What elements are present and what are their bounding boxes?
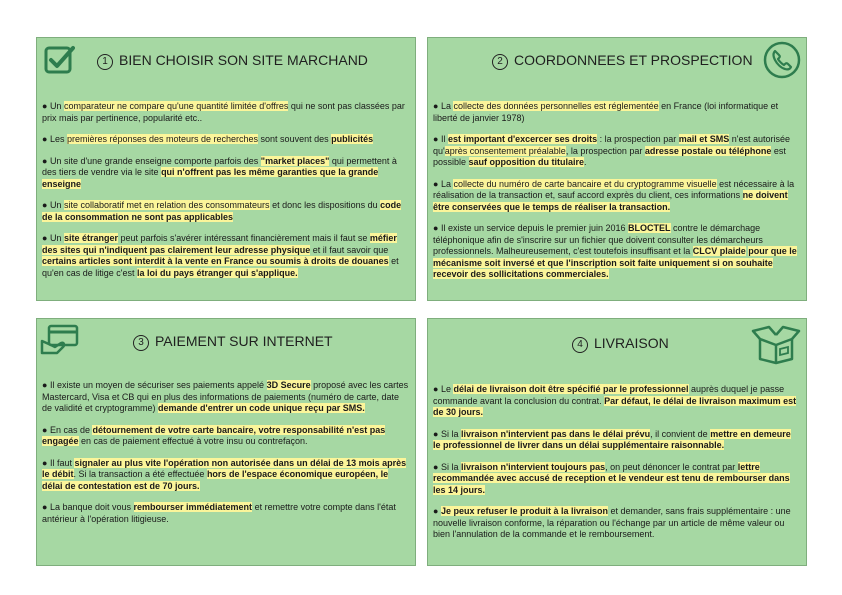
bullet-item	[433, 462, 800, 497]
text-segment: En cas de	[49, 424, 93, 435]
text-segment: qui ne sont pas classées par prix mais par pertinence, popularité etc..	[42, 101, 405, 123]
card-choose-site	[36, 37, 416, 301]
text-segment: est possible	[433, 145, 786, 167]
text-segment: site collaboratif met en relation des consommateurs	[63, 200, 270, 210]
text-segment: . Si la transaction a été effectuée	[73, 469, 207, 479]
text-segment: est nécessaire à la réalisation de la transaction et, sauf accord exprès du client, ces informations	[433, 178, 795, 200]
text-segment: et demander, sans frais supplémentaire : une nouvelle livraison conforme, la réparation ou l'échange par un article de même valeur ou bien l'annulation de la commande et le remboursement.	[433, 506, 791, 539]
text-segment: hors de l'espace économique européen, le délai de contestation est de 70 jours.	[42, 469, 389, 491]
text-segment: qui permettent à des tiers de vendre via le site	[42, 155, 397, 177]
text-segment: peut parfois s'avérer intéressant financièrement mais il faut se	[117, 233, 370, 243]
text-segment: Un site d'une grande enseigne comporte parfois des	[49, 155, 261, 166]
card-body	[433, 101, 800, 291]
bullet-item	[42, 233, 409, 279]
bullet-dot: ●	[42, 155, 50, 166]
bullet-dot: ●	[433, 506, 441, 516]
bullet-item	[42, 101, 409, 124]
text-segment: Je peux refuser le produit à la livraison	[440, 506, 608, 516]
text-segment: premières réponses des moteurs de recherches	[66, 134, 259, 144]
card-body	[433, 384, 800, 551]
card-title	[492, 52, 753, 70]
text-segment: livraison n'intervient toujours pas	[460, 461, 606, 472]
text-segment: La banque doit vous	[49, 502, 134, 512]
text-segment: sauf opposition du titulaire	[468, 157, 585, 167]
text-segment: publicités	[331, 134, 374, 144]
checkbox-icon	[43, 44, 75, 76]
card-title	[97, 52, 368, 70]
text-segment: signaler au plus vite l'opération non autorisée dans un délai de 13 mois après le débit	[42, 457, 407, 479]
text-segment: sont souvent des	[258, 134, 332, 144]
card-body	[42, 101, 409, 289]
card-number: 3	[133, 335, 149, 351]
bullet-dot: ●	[42, 457, 50, 468]
text-segment: La	[440, 101, 454, 111]
bullet-item	[42, 458, 409, 493]
card-title-text: COORDONNEES ET PROSPECTION	[514, 52, 753, 68]
text-segment: adresse postale ou téléphone	[644, 145, 772, 156]
card-body	[42, 380, 409, 535]
bullet-dot: ●	[433, 384, 441, 394]
text-segment: demande d'entrer un code unique reçu par SMS.	[158, 403, 365, 413]
text-segment: auprès duquel je passe commande avant la conclusion du contrat.	[433, 384, 785, 406]
text-segment: Les	[49, 134, 67, 144]
text-segment: méfier des sites qui n'indiquent pas clairement leur adresse physique	[42, 233, 397, 255]
text-segment: qui n'offrent pas les même garanties que la grande enseigne	[42, 167, 379, 189]
text-segment: , on peut dénoncer le contrat par	[605, 461, 738, 472]
text-segment: rembourser immédiatement	[133, 502, 253, 512]
bullet-item	[433, 506, 800, 541]
text-segment: n'est autorisée qu'	[433, 134, 790, 156]
text-segment: délai de livraison doit être spécifié par le professionnel	[453, 384, 689, 394]
bullet-item	[42, 425, 409, 448]
card-title	[133, 333, 333, 351]
text-segment: "market places"	[260, 155, 330, 166]
text-segment: est important d'excercer ses droits	[447, 134, 598, 144]
text-segment: 3D Secure	[266, 380, 311, 390]
text-segment: Si la	[440, 461, 461, 472]
bullet-item	[42, 200, 409, 223]
bullet-dot: ●	[42, 502, 50, 512]
text-segment: code de la consommation ne sont pas applicables	[42, 200, 402, 222]
text-segment: Il existe un moyen de sécuriser ses paiements appelé	[49, 380, 267, 390]
text-segment: livraison n'intervient pas dans le délai prévu	[460, 428, 651, 439]
text-segment: en France (loi informatique et liberté de janvier 1978)	[433, 101, 779, 123]
bullet-item	[42, 134, 409, 146]
card-number: 1	[97, 54, 113, 70]
text-segment: collecte des données personnelles est réglementée	[453, 101, 659, 111]
card-number: 4	[572, 337, 588, 353]
text-segment: BLOCTEL	[628, 223, 671, 233]
text-segment: pour que le mécanisme soit inversé et que l'inscription soit faite uniquement si on souhaite recevoir des sollicitations commerciales.	[433, 246, 797, 279]
text-segment: Il existe un service depuis le premier juin 2016	[440, 223, 629, 233]
box-icon	[750, 323, 802, 365]
card-payment	[36, 318, 416, 566]
card-title-text: LIVRAISON	[594, 335, 669, 351]
text-segment: comparateur ne compare qu'une quantité limitée d'offres	[63, 101, 289, 111]
bullet-item	[42, 156, 409, 191]
text-segment: contre le démarchage téléphonique afin de s'inscrire sur un fichier que doivent consulter les démarcheurs professionnels. Malheureusement, c'est toutefois insuffisant et la	[433, 223, 763, 256]
text-segment: la loi du pays étranger qui s'applique.	[137, 267, 298, 278]
text-segment: Un	[49, 200, 64, 210]
text-segment: en cas de paiement effectué à votre insu ou contrefaçon.	[78, 436, 308, 446]
card-title-text: PAIEMENT SUR INTERNET	[155, 333, 333, 349]
bullet-item	[433, 179, 800, 214]
text-segment: certains articles sont interdit à la vente en France ou soumis à droits de douanes	[42, 256, 389, 266]
text-segment: .	[584, 157, 587, 167]
text-segment: proposé avec les cartes Mastercard, Visa et CB qui en plus des informations de paiements (numéro de carte, date de validité et cryptogramme)	[42, 380, 409, 413]
card-title-text: BIEN CHOISIR SON SITE MARCHAND	[119, 52, 368, 68]
text-segment: site étranger	[63, 233, 118, 243]
bullet-dot: ●	[42, 424, 50, 435]
bullet-item	[433, 223, 800, 281]
card-title	[572, 335, 669, 353]
bullet-item	[433, 101, 800, 124]
bullet-dot: ●	[433, 134, 441, 144]
bullet-dot: ●	[42, 233, 50, 243]
text-segment: et qu'en cas de litige c'est	[42, 256, 399, 278]
text-segment: Si la	[440, 428, 461, 439]
text-segment: CLCV plaide	[692, 246, 746, 256]
text-segment: Par défaut, le délai de livraison maximum est de 30 jours.	[433, 395, 797, 417]
bullet-item	[433, 134, 800, 169]
bullet-dot: ●	[433, 101, 441, 111]
text-segment: Un	[49, 101, 64, 111]
text-segment: mettre en demeure le professionnel de livrer dans un délai supplémentaire raisonnable.	[433, 428, 791, 450]
text-segment: collecte du numéro de carte bancaire et du cryptogramme visuelle	[453, 178, 717, 189]
text-segment: Un	[49, 233, 64, 243]
bullet-item	[433, 429, 800, 452]
text-segment: et il faut savoir que	[310, 244, 389, 255]
text-segment: Il faut	[49, 457, 75, 468]
bullet-dot: ●	[433, 428, 441, 439]
text-segment: et remettre votre compte dans l'état antérieur à l'opération litigieuse.	[42, 502, 396, 524]
text-segment: Il	[440, 134, 448, 144]
phone-icon	[762, 40, 802, 80]
bullet-dot: ●	[42, 380, 50, 390]
bullet-dot: ●	[433, 461, 441, 472]
text-segment: lettre recommandée avec accusé de reception et le vendeur est tenu de rembourser dans les 14 jours.	[433, 461, 790, 495]
text-segment: La	[440, 178, 454, 189]
bullet-dot: ●	[42, 200, 50, 210]
bullet-item	[433, 384, 800, 419]
text-segment: , il convient de	[650, 428, 711, 439]
bullet-item	[42, 502, 409, 525]
text-segment: , la prospection par	[565, 145, 645, 156]
bullet-dot: ●	[433, 223, 441, 233]
text-segment: et donc les dispositions du	[269, 200, 381, 210]
text-segment: ne doivent être conservées que le temps de réaliser la transaction.	[433, 190, 788, 212]
bullet-item	[42, 380, 409, 415]
bullet-dot: ●	[42, 101, 50, 111]
text-segment: Le	[440, 384, 454, 394]
text-segment: : la prospection par	[597, 134, 679, 144]
card-delivery	[427, 318, 807, 566]
card-payment-icon	[39, 323, 81, 359]
bullet-dot: ●	[42, 134, 50, 144]
card-number: 2	[492, 54, 508, 70]
text-segment: mail et SMS	[678, 134, 730, 144]
text-segment: après consentement préalable	[444, 145, 566, 156]
text-segment: détournement de votre carte bancaire, votre responsabilité n'est pas engagée	[42, 424, 386, 446]
card-contact-prospection	[427, 37, 807, 301]
bullet-dot: ●	[433, 178, 441, 189]
